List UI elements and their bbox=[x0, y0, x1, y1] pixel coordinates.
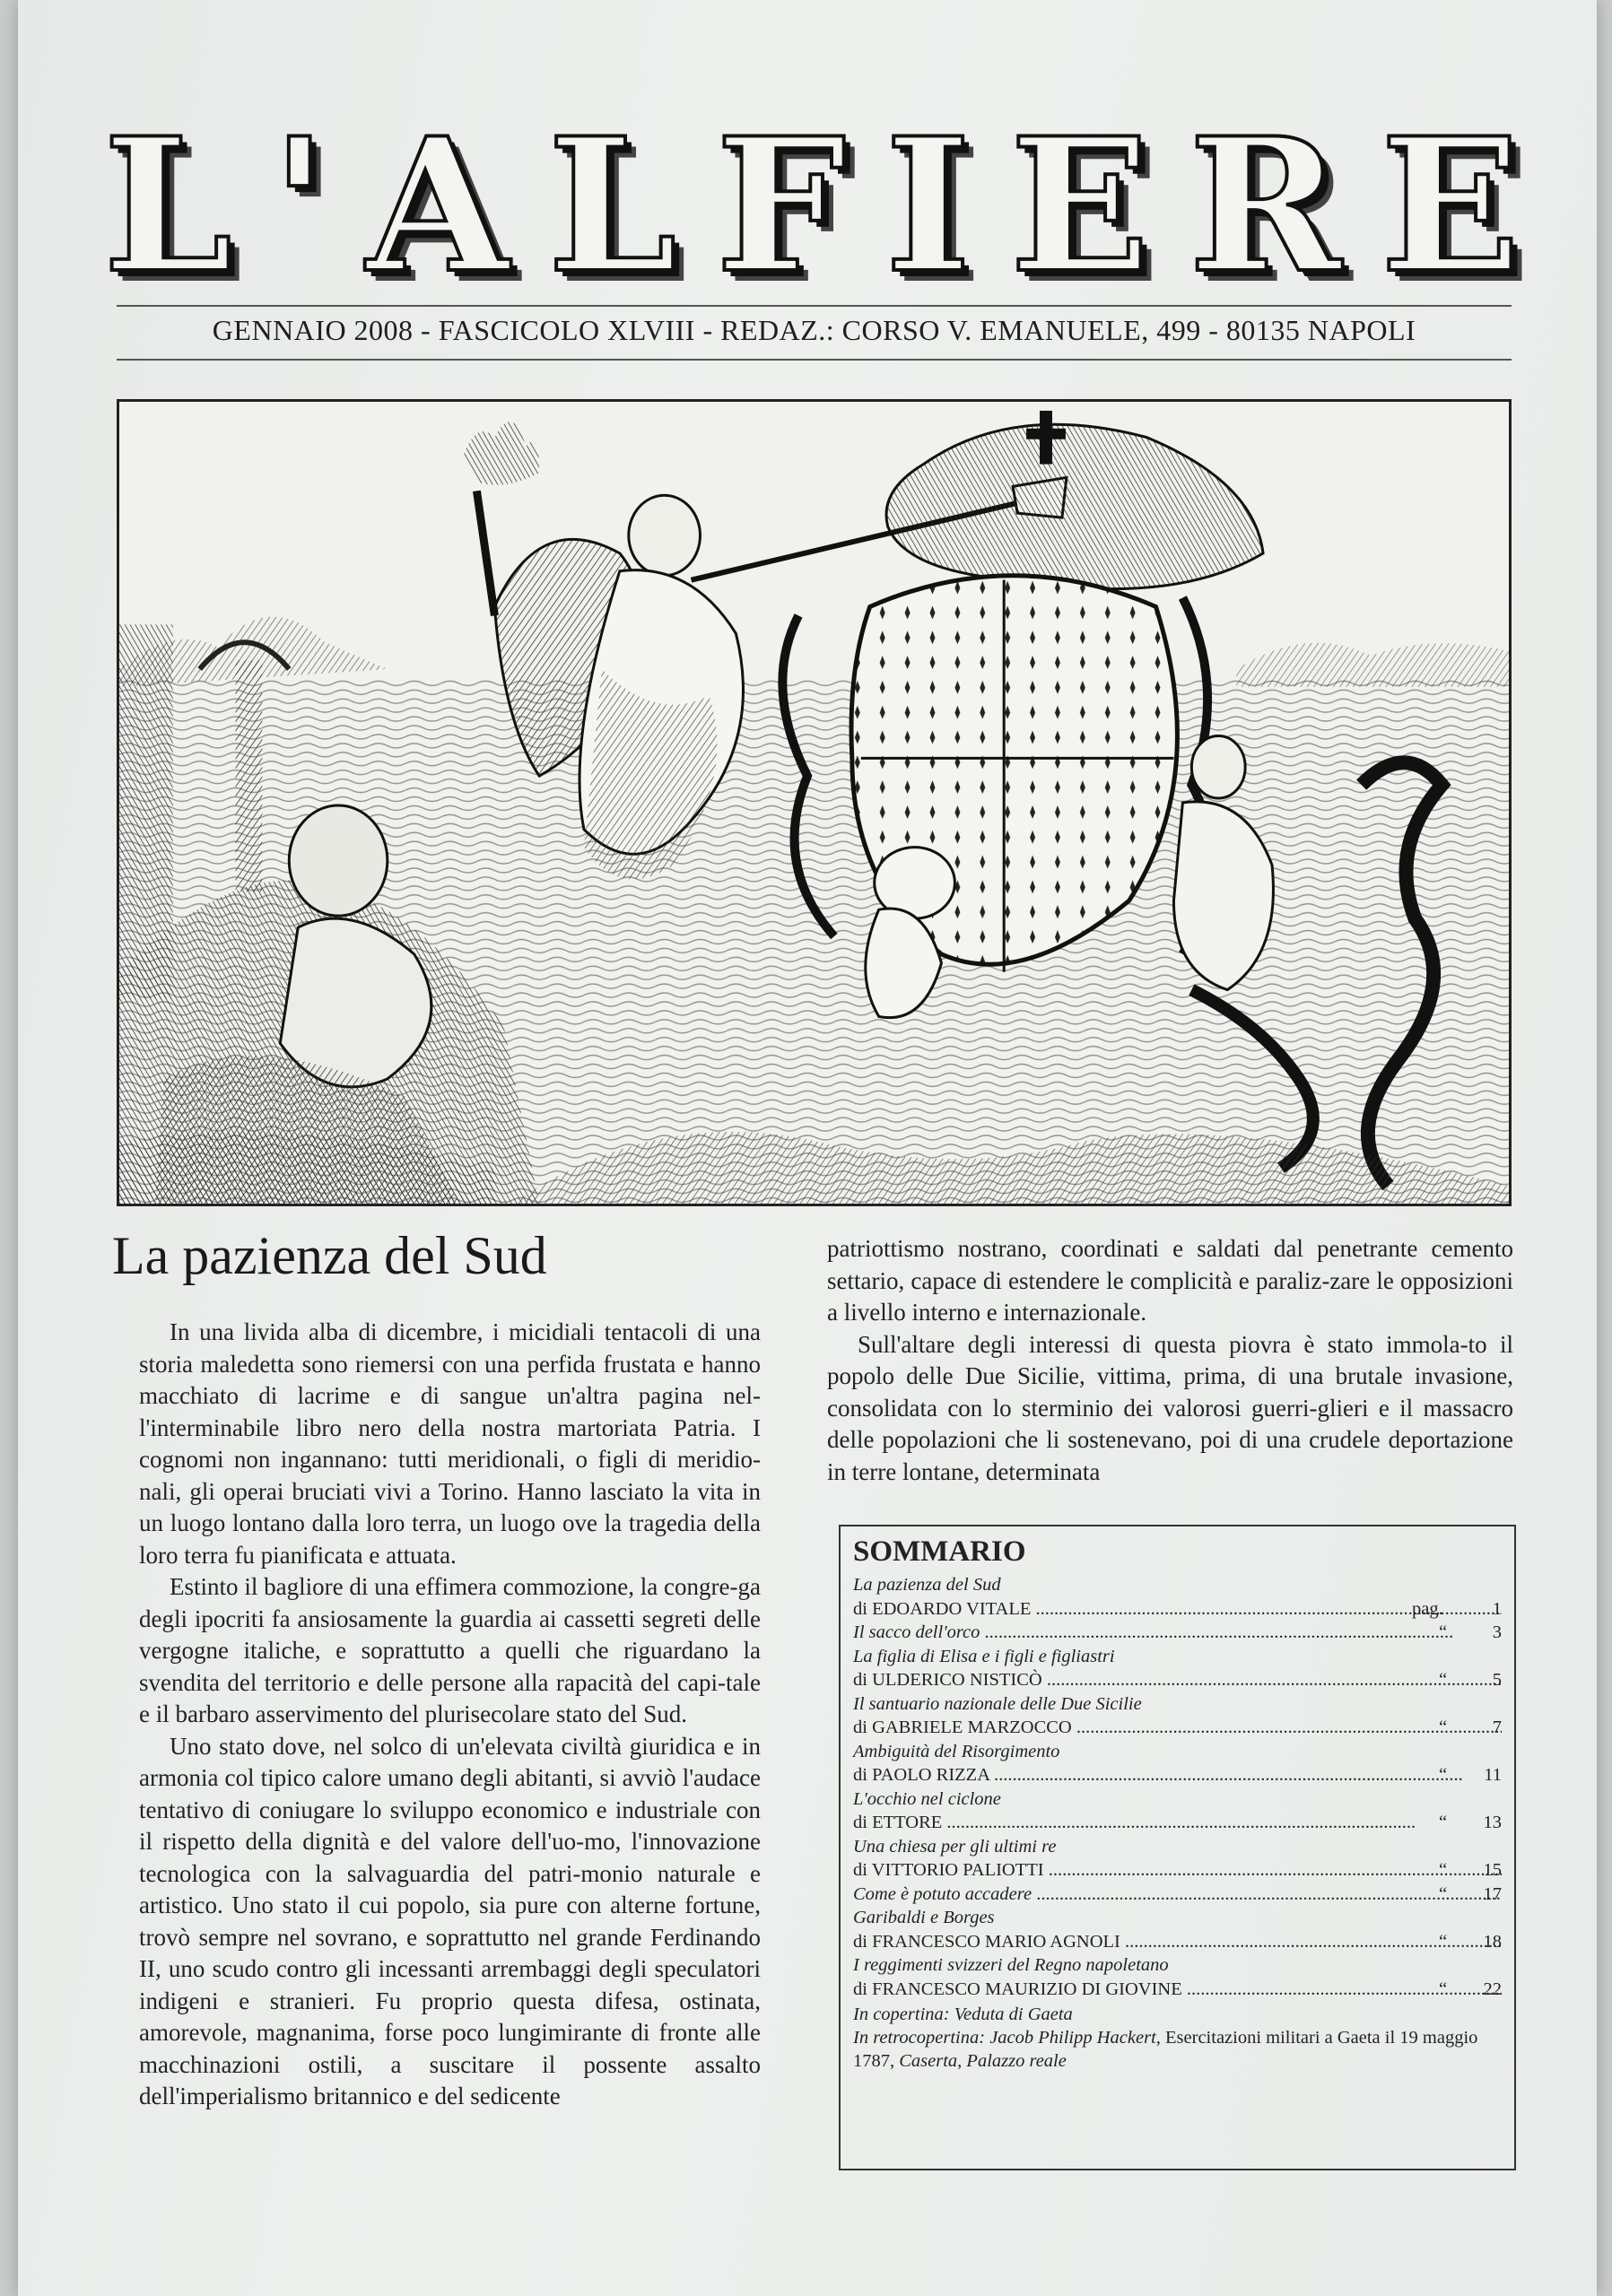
toc-entry-title: La figlia di Elisa e i figli e figliastri bbox=[853, 1646, 1115, 1666]
cover-note: In copertina: Veduta di Gaeta bbox=[853, 2005, 1073, 2024]
toc-page-mark: “ bbox=[1439, 1813, 1448, 1832]
article-paragraph: Sull'altare degli interessi di questa piovra è stato immola-to il popolo delle Due Sicilie, vittima, prima, di una brutale invasione, consolidata con lo sterminio dei valorosi guerri-glieri e il massacro delle popolazioni che li sostenevano, poi di una crudele deportazione in terre lontane, determinata bbox=[827, 1330, 1513, 1485]
toc-page-number: 7 bbox=[1492, 1718, 1502, 1737]
toc-entry-title: Ambiguità del Risorgimento bbox=[853, 1741, 1060, 1761]
toc-page-mark: pag. bbox=[1412, 1598, 1443, 1619]
toc-entry-title: Il santuario nazionale delle Due Sicilie bbox=[853, 1693, 1142, 1714]
toc-page-number: 3 bbox=[1492, 1622, 1502, 1642]
masthead-rule-top bbox=[117, 305, 1512, 307]
toc-entry-author: di EDOARDO VITALE ..... bbox=[853, 1597, 1502, 1622]
masthead-letter: L bbox=[103, 99, 233, 314]
toc-entry[interactable] bbox=[853, 1573, 1502, 1621]
article-column-right bbox=[827, 1233, 1513, 1488]
issue-dateline: GENNAIO 2008 - FASCICOLO XLVIII - REDAZ.: CORSO V. EMANUELE, 499 - 80135 NAPOLI bbox=[212, 314, 1416, 346]
toc-entry[interactable] bbox=[853, 1645, 1502, 1692]
article-paragraph: Uno stato dove, nel solco di un'elevata civiltà giuridica e in armonia col tipico calore umano degli abitanti, si avviò l'audace tentativo di coniugare lo sviluppo economico e industriale con il rispetto della dignità e del valore dell'uo-mo, l'innovazione tecnologica con la salvaguardia del patri-monio naturale e artistico. Uno stato il cui popolo, sia pure con alterne fortune, trovò sempre nel sovrano, e soprattutto nel grande Ferdinando II, uno scudo contro gli incessanti arrembaggi degli speculatori indigeni e stranieri. Fu proprio questa difesa, ostinata, amorevole, magnanima, forse poco lungimirante di fronte alle macchinazioni ostili, a suscitare il possente assalto dell'imperialismo britannico e del sedicente bbox=[139, 1732, 761, 2109]
toc-entry-title: La pazienza del Sud bbox=[853, 1575, 1001, 1595]
toc-page-number: 5 bbox=[1492, 1670, 1502, 1690]
masthead-rule-bottom bbox=[117, 359, 1512, 361]
toc-page-mark: “ bbox=[1439, 1622, 1448, 1642]
toc-entry[interactable] bbox=[853, 1953, 1502, 2001]
toc-page-number: 18 bbox=[1483, 1931, 1502, 1952]
back-cover-note bbox=[853, 2026, 1502, 2073]
toc-page-number: 1 bbox=[1492, 1598, 1502, 1619]
masthead-letter: L bbox=[547, 99, 677, 314]
back-cover-text: Esercitazioni militari a Gaeta il 19 maggio 1787, bbox=[853, 2028, 1478, 2071]
toc-entry[interactable] bbox=[853, 1787, 1502, 1835]
toc-page-mark: “ bbox=[1439, 1860, 1448, 1880]
toc-page-mark: “ bbox=[1439, 1718, 1448, 1737]
toc-entry-title: L'occhio nel ciclone bbox=[853, 1788, 1001, 1809]
toc-entry-title: Una chiesa per gli ultimi re bbox=[853, 1836, 1057, 1857]
toc-entry[interactable] bbox=[853, 1692, 1502, 1740]
cover-notes bbox=[853, 2003, 1502, 2073]
article-column-left bbox=[139, 1317, 761, 2113]
article-paragraph: Estinto il bagliore di una effimera commozione, la congre-ga degli ipocriti fa ansiosamente la guardia ai cassetti segreti delle vergogne italiche, e soprattutto a quelli che riguardano la svendita del territorio e delle persone alla rapacità del capi-tale e il barbaro asservimento del plurisecolare stato del Sud. bbox=[139, 1573, 761, 1727]
toc-page-number: 15 bbox=[1483, 1860, 1502, 1880]
toc-entry[interactable] bbox=[853, 1883, 1502, 1907]
toc-entry-author: di GABRIELE MARZOCCO ..... bbox=[853, 1716, 1502, 1740]
toc-entry-author: di PAOLO RIZZA ..... bbox=[853, 1763, 1502, 1787]
toc-entry[interactable] bbox=[853, 1906, 1502, 1953]
toc-entry-title: Garibaldi e Borges bbox=[853, 1908, 995, 1927]
masthead-letter: E bbox=[1380, 99, 1521, 314]
masthead-letter: F bbox=[715, 99, 847, 314]
toc-page-mark: “ bbox=[1439, 1931, 1448, 1952]
article-paragraph: patriottismo nostrano, coordinati e saldati dal penetrante cemento settario, capace di estendere le complicità e paraliz-zare le opposizioni a livello interno e internazionale. bbox=[827, 1235, 1513, 1326]
toc-entry-title: Come è potuto accadere ..... bbox=[853, 1883, 1502, 1907]
toc-page-mark: “ bbox=[1439, 1979, 1448, 1999]
toc-page-number: 17 bbox=[1483, 1883, 1502, 1904]
cover-engraving bbox=[117, 399, 1512, 1206]
article-paragraph: In una livida alba di dicembre, i micidiali tentacoli di una storia maledetta sono riemersi con una perfida frustata e hanno macchiato di lacrime e di sangue un'altra pagina nel-l'interminabile libro nero della nostra martoriata Patria. I cognomi non ingannano: tutti meridionali, o figli di meridio-nali, gli operai bruciati vivi a Torino. Hanno lasciato la vita in un luogo lontano dalla loro terra, un luogo ove la tragedia della loro terra fu pianificata e attuata. bbox=[139, 1318, 761, 1569]
toc-page-mark: “ bbox=[1439, 1670, 1448, 1690]
article-title: La pazienza del Sud bbox=[112, 1226, 547, 1285]
masthead-letter: I bbox=[884, 99, 972, 314]
engraving-illustration bbox=[119, 402, 1509, 1204]
masthead-letter: A bbox=[366, 99, 510, 314]
toc-entry-author: di VITTORIO PALIOTTI ..... bbox=[853, 1858, 1502, 1883]
toc-entry-title: I reggimenti svizzeri del Regno napoletano bbox=[853, 1955, 1169, 1975]
toc-entry-author: di ULDERICO NISTICÒ ..... bbox=[853, 1668, 1502, 1692]
toc-page-number: 13 bbox=[1483, 1813, 1502, 1832]
masthead-letter: R bbox=[1189, 99, 1342, 314]
toc-entry-author: di ETTORE ..... bbox=[853, 1811, 1502, 1835]
toc-entry-title: Il sacco dell'orco ..... bbox=[853, 1621, 1502, 1645]
masthead-letter: ' bbox=[271, 99, 328, 314]
masthead-letter: E bbox=[1009, 99, 1150, 314]
back-cover-prefix: In retrocopertina: Jacob Philipp Hackert, bbox=[853, 2028, 1161, 2048]
masthead bbox=[103, 99, 1521, 314]
toc-entry[interactable] bbox=[853, 1835, 1502, 1883]
toc-entry-author: di FRANCESCO MAURIZIO DI GIOVINE ..... bbox=[853, 1978, 1502, 2002]
toc-page-number: 22 bbox=[1483, 1979, 1502, 1999]
toc-page-mark: “ bbox=[1439, 1765, 1448, 1785]
toc-entry[interactable] bbox=[853, 1621, 1502, 1645]
toc-entry[interactable] bbox=[853, 1740, 1502, 1787]
back-cover-place: Caserta, Palazzo reale bbox=[899, 2051, 1067, 2071]
toc-entry-author: di FRANCESCO MARIO AGNOLI ..... bbox=[853, 1930, 1502, 1954]
toc-page-mark: “ bbox=[1439, 1883, 1448, 1904]
magazine-page bbox=[18, 0, 1597, 2296]
toc-page-number: 11 bbox=[1484, 1765, 1502, 1785]
table-of-contents bbox=[839, 1525, 1516, 2170]
toc-heading: SOMMARIO bbox=[853, 1535, 1026, 1568]
